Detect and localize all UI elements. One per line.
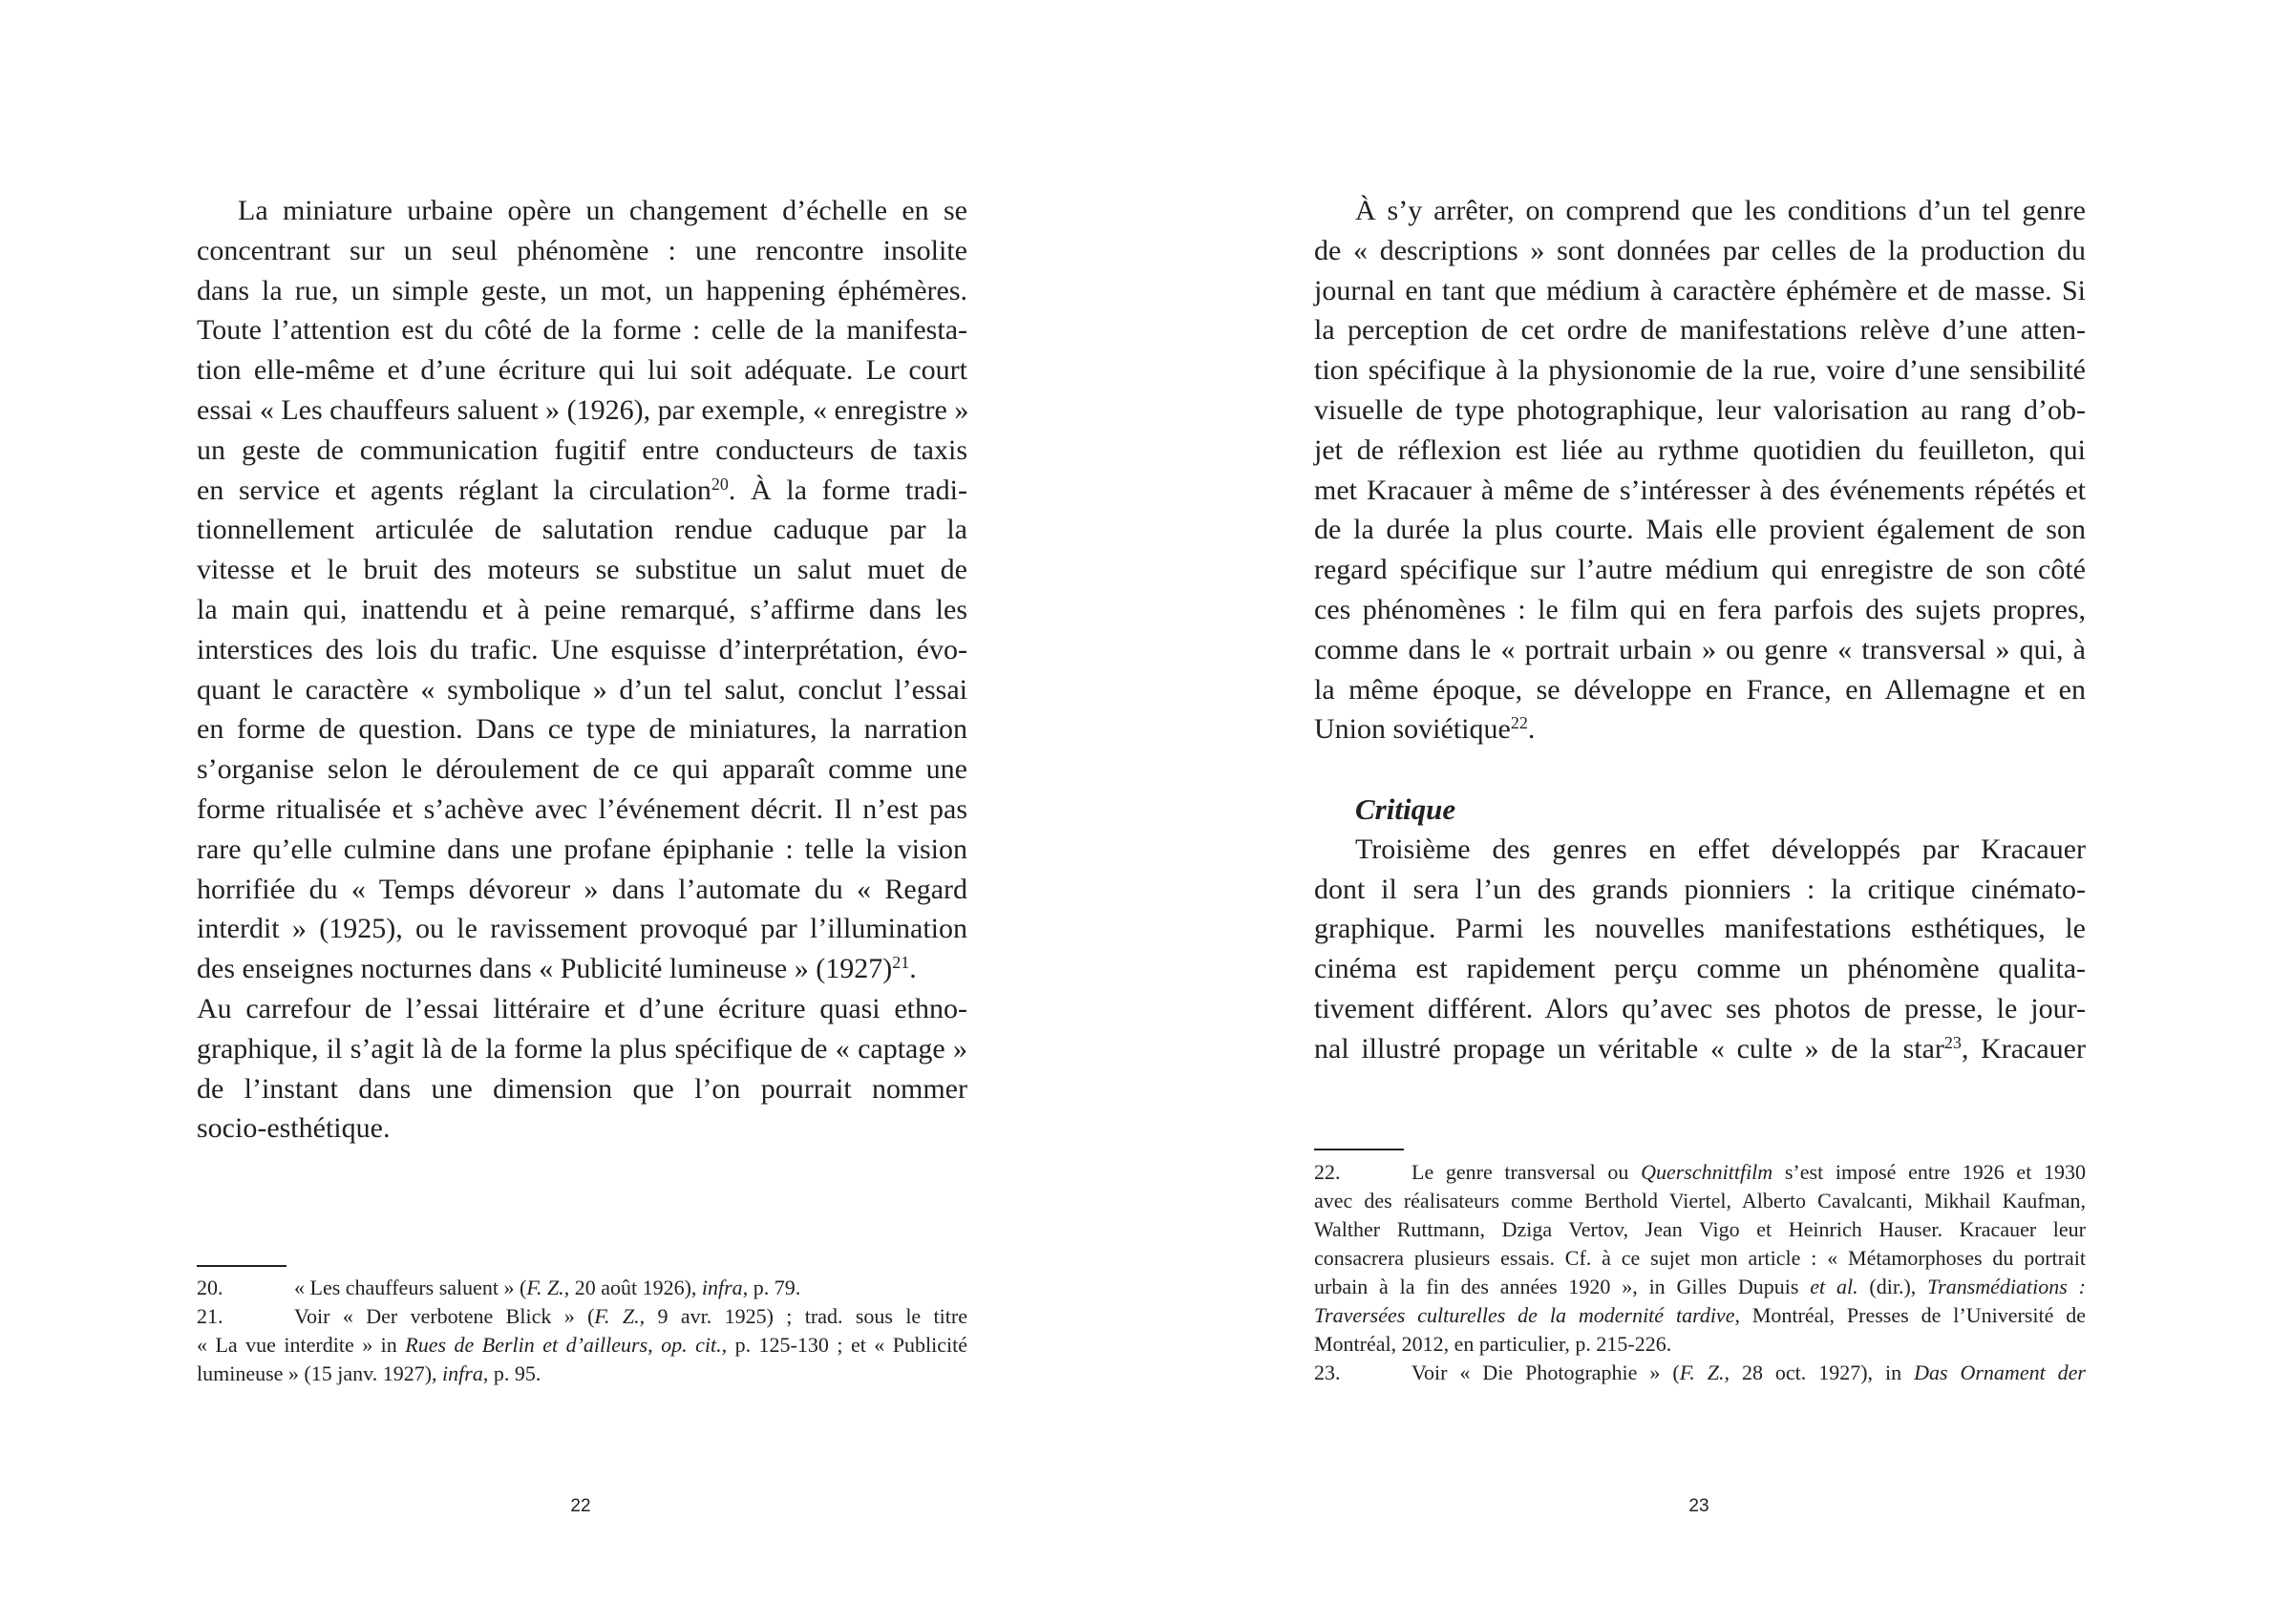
text-segment: urbain à la fin des années 1920 », in Gilles Dupuis <box>1314 1275 1811 1298</box>
text-line <box>1314 909 2086 949</box>
text-segment: graphique, il s’agit là de la forme la plus spécifique de « captage » <box>197 1032 967 1065</box>
text-segment: , p. 79. <box>742 1276 801 1299</box>
page-number: 23 <box>1688 1496 1709 1516</box>
italic-text: Querschnittfilm <box>1641 1160 1773 1184</box>
text-segment: forme ritualisée et s’achève avec l’événement décrit. Il n’est pas <box>197 792 967 825</box>
text-segment: . À la forme tradi- <box>728 474 967 506</box>
text-segment: jet de réflexion est liée au rythme quotidien du feuilleton, qui <box>1314 433 2086 466</box>
text-line <box>197 709 967 749</box>
text-line <box>1314 709 2086 749</box>
footnote-ref: 20 <box>711 474 729 494</box>
text-segment: essai « Les chauffeurs saluent » (1926), par exemple, « enregistre » <box>197 393 969 426</box>
text-segment: Montréal, 2012, en particulier, p. 215-226. <box>1314 1332 1672 1356</box>
text-segment: Toute l’attention est du côté de la forme : celle de la manifesta- <box>197 314 967 347</box>
text-line <box>1314 1244 2086 1273</box>
text-line <box>197 550 967 590</box>
text-segment: Walther Ruttmann, Dziga Vertov, Jean Vigo et Heinrich Hauser. Kracauer leur <box>1314 1217 2086 1241</box>
footnote-number: 22. <box>1314 1160 1341 1184</box>
text-segment: ces phénomènes : le film qui en fera parfois des sujets propres, <box>1314 593 2086 625</box>
text-segment: rare qu’elle culmine dans une profane épiphanie : telle la vision <box>197 833 967 865</box>
text-segment: interstices des lois du trafic. Une esquisse d’interprétation, évo- <box>197 633 967 665</box>
page-number: 22 <box>570 1496 591 1516</box>
text-segment: de la durée la plus courte. Mais elle provient également de son <box>1314 514 2086 546</box>
text-segment: tivement différent. Alors qu’avec ses photos de presse, le jour- <box>1314 992 2086 1024</box>
text-segment: Le genre transversal ou <box>1411 1160 1642 1184</box>
text-line <box>1314 471 2086 511</box>
footnote-number: 20. <box>197 1276 223 1299</box>
text-segment: tion elle-même et d’une écriture qui lui soit adéquate. Le court <box>197 354 967 387</box>
text-segment: s’est imposé entre 1926 et 1930 <box>1772 1160 2086 1184</box>
text-line <box>197 590 967 630</box>
text-line <box>1314 271 2086 311</box>
text-line <box>197 390 967 431</box>
text-line <box>197 1108 967 1149</box>
text-segment: nal illustré propage un véritable « culte » de la star <box>1314 1032 1944 1065</box>
text-segment: Voir « Der verbotene Blick » ( <box>294 1304 595 1328</box>
text-line <box>1314 670 2086 710</box>
text-line <box>197 231 967 271</box>
italic-text: et al. <box>1810 1275 1858 1298</box>
text-line <box>197 670 967 710</box>
text-line <box>197 271 967 311</box>
text-segment: (dir.), <box>1857 1275 1928 1298</box>
text-segment: de « descriptions » sont données par celles de la production du <box>1314 234 2086 266</box>
footnote-number: 23. <box>1314 1360 1341 1384</box>
text-segment: tion spécifique à la physionomie de la rue, voire d’une sensibilité <box>1314 354 2086 387</box>
italic-text: Traversées culturelles de la modernité tardive <box>1314 1303 1735 1327</box>
left-body-text <box>197 191 967 1149</box>
footnote-rule <box>1314 1149 1404 1150</box>
text-segment: en forme de question. Dans ce type de miniatures, la narration <box>197 713 967 746</box>
text-segment: socio-esthétique. <box>197 1112 391 1145</box>
text-segment: vitesse et le bruit des moteurs se substitue un salut muet de <box>197 554 967 586</box>
text-segment: visuelle de type photographique, leur valorisation au rang d’ob- <box>1314 393 2086 426</box>
text-line <box>197 830 967 870</box>
text-line <box>1314 390 2086 431</box>
text-segment: À s’y arrêter, on comprend que les conditions d’un tel genre <box>1355 195 2086 226</box>
italic-text: infra <box>701 1276 743 1299</box>
text-segment: Critique <box>1355 791 1456 826</box>
text-segment: la perception de cet ordre de manifestations relève d’une atten- <box>1314 314 2086 347</box>
text-line <box>197 870 967 910</box>
footnote-ref: 21 <box>892 953 910 973</box>
text-segment: interdit » (1925), ou le ravissement provoqué par l’illumination <box>197 913 967 945</box>
text-segment: s’organise selon le déroulement de ce qui apparaît comme une <box>197 753 967 786</box>
text-segment: concentrant sur un seul phénomène : une rencontre insolite <box>197 234 967 266</box>
text-segment: , <box>647 1333 662 1357</box>
text-segment: la main qui, inattendu et à peine remarqué, s’affirme dans les <box>197 593 967 625</box>
text-line <box>197 949 967 989</box>
italic-text: F. Z. <box>1679 1360 1725 1384</box>
footnote-line <box>197 1302 967 1331</box>
text-segment: la même époque, se développe en France, en Allemagne et en <box>1314 673 2086 706</box>
footnote-line <box>1314 1158 2086 1187</box>
text-line <box>1314 350 2086 390</box>
text-segment: , Montréal, Presses de l’Université de <box>1734 1303 2086 1327</box>
text-segment: quant le caractère « symbolique » d’un tel salut, conclut l’essai <box>197 673 967 706</box>
text-line <box>197 749 967 790</box>
text-segment: avec des réalisateurs comme Berthold Viertel, Alberto Cavalcanti, Mikhail Kaufman, <box>1314 1189 2086 1213</box>
text-line <box>197 510 967 550</box>
italic-text: op. cit. <box>661 1333 722 1357</box>
text-line <box>197 431 967 471</box>
text-segment: dans la rue, un simple geste, un mot, un happening éphémères. <box>197 274 967 306</box>
footnote-ref: 22 <box>1510 713 1528 733</box>
text-segment: horrifiée du « Temps dévoreur » dans l’automate du « Regard <box>197 873 967 905</box>
text-line <box>1314 310 2086 350</box>
right-footnotes <box>1314 1158 2086 1387</box>
text-segment: , p. 125-130 ; et « Publicité <box>721 1333 967 1357</box>
text-line <box>197 1069 967 1109</box>
text-line <box>197 191 967 231</box>
text-segment: , Kracauer <box>1961 1032 2086 1065</box>
section-heading <box>1314 790 2086 830</box>
text-segment: en service et agents réglant la circulation <box>197 474 711 506</box>
left-footnotes <box>197 1274 967 1388</box>
text-segment: , p. 95. <box>482 1361 541 1385</box>
italic-text: F. Z. <box>526 1276 564 1299</box>
text-line <box>1314 510 2086 550</box>
italic-text: F. Z. <box>594 1304 640 1328</box>
text-line <box>197 1331 967 1360</box>
text-segment: cinéma est rapidement perçu comme un phénomène qualita- <box>1314 953 2086 985</box>
text-line <box>1314 1301 2086 1330</box>
text-line <box>1314 1029 2086 1069</box>
text-line <box>1314 1187 2086 1215</box>
text-segment: graphique. Parmi les nouvelles manifestations esthétiques, le <box>1314 913 2086 945</box>
text-line <box>197 1029 967 1069</box>
text-segment: journal en tant que médium à caractère éphémère et de masse. Si <box>1314 274 2086 306</box>
footnote-line <box>1314 1359 2086 1387</box>
footnote-line <box>197 1274 967 1302</box>
italic-text: infra <box>442 1361 483 1385</box>
text-line <box>197 909 967 949</box>
text-segment: . <box>1527 713 1536 746</box>
italic-text: Das Ornament der <box>1914 1360 2086 1384</box>
text-line <box>197 790 967 830</box>
text-line <box>1314 231 2086 271</box>
text-line <box>1314 1215 2086 1244</box>
footnote-number: 21. <box>197 1304 223 1328</box>
text-line <box>1314 590 2086 630</box>
text-line <box>1314 550 2086 590</box>
text-segment: de l’instant dans une dimension que l’on pourrait nommer <box>197 1072 967 1105</box>
footnote-ref: 23 <box>1943 1032 1962 1052</box>
text-segment: . <box>909 953 917 985</box>
text-segment: un geste de communication fugitif entre conducteurs de taxis <box>197 433 967 466</box>
italic-text: Transmédiations : <box>1927 1275 2086 1298</box>
text-segment: consacrera plusieurs essais. Cf. à ce sujet mon article : « Métamorphoses du portrait <box>1314 1246 2086 1270</box>
text-line <box>197 630 967 670</box>
text-segment: Troisième des genres en effet développés par Kracauer <box>1355 833 2086 865</box>
italic-text: Rues de Berlin et d’ailleurs <box>405 1333 648 1357</box>
text-segment: Au carrefour de l’essai littéraire et d’une écriture quasi ethno- <box>197 992 967 1024</box>
text-line <box>1314 630 2086 670</box>
right-body-text <box>1314 191 2086 1069</box>
footnote-rule <box>197 1265 287 1267</box>
text-segment: , 28 oct. 1927), in <box>1724 1360 1915 1384</box>
text-segment: Union soviétique <box>1314 713 1511 746</box>
text-line <box>1314 749 2086 790</box>
text-segment: tionnellement articulée de salutation rendue caduque par la <box>197 514 967 546</box>
text-line <box>1314 949 2086 989</box>
text-line <box>197 310 967 350</box>
text-line <box>1314 1273 2086 1301</box>
text-line <box>1314 191 2086 231</box>
text-line <box>1314 989 2086 1029</box>
text-segment: comme dans le « portrait urbain » ou genre « transversal » qui, à <box>1314 633 2086 665</box>
text-line <box>1314 870 2086 910</box>
text-line <box>1314 830 2086 870</box>
text-segment: « La vue interdite » in <box>197 1333 406 1357</box>
text-line <box>197 471 967 511</box>
text-segment: regard spécifique sur l’autre médium qui enregistre de son côté <box>1314 554 2086 586</box>
text-line <box>1314 1330 2086 1359</box>
text-segment: La miniature urbaine opère un changement d’échelle en se <box>238 195 967 226</box>
text-segment: des enseignes nocturnes dans « Publicité lumineuse » (1927) <box>197 953 893 985</box>
text-line <box>197 1360 967 1388</box>
text-line <box>197 350 967 390</box>
text-segment: dont il sera l’un des grands pionniers : la critique cinémato- <box>1314 873 2086 905</box>
text-segment: , 9 avr. 1925) ; trad. sous le titre <box>639 1304 967 1328</box>
right-page <box>1136 0 2271 1624</box>
text-line <box>197 989 967 1029</box>
text-segment: Voir « Die Photographie » ( <box>1411 1360 1680 1384</box>
text-line <box>1314 431 2086 471</box>
text-segment: lumineuse » (15 janv. 1927), <box>197 1361 443 1385</box>
text-segment: « Les chauffeurs saluent » ( <box>294 1276 527 1299</box>
text-segment: , 20 août 1926), <box>563 1276 702 1299</box>
text-segment: met Kracauer à même de s’intéresser à des événements répétés et <box>1314 474 2086 506</box>
